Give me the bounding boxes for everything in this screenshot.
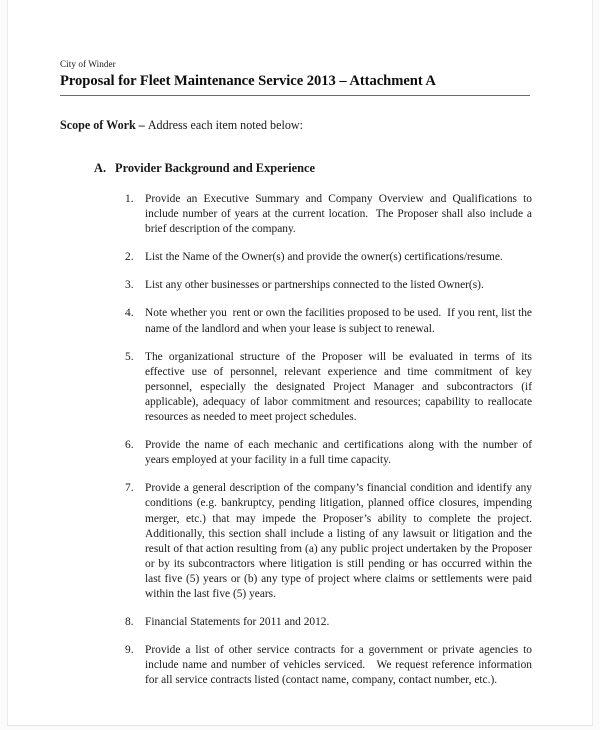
title-divider bbox=[60, 95, 530, 96]
list-item-text: Provide a general description of the company’s financial condition and identify any conditions (e.g. bankruptcy, pending litigation, planned office closures, impending merger, etc.) that may impede the Proposer’s ability to complete the project. Additionally, this section shall include a listing of any lawsuit or litigation and the result of that action resulting from (a) any public project undertaken by the Proposer or by its subcontractors where litigation is still pending or has occurred within the last five (5) years or (b) any type of project where claims or settlements were paid within the last five (5) years. bbox=[145, 482, 535, 600]
list-item bbox=[125, 306, 535, 336]
list-item-text: The organizational structure of the Proposer will be evaluated in terms of its effective use of personnel, relevant experience and time commitment of key personnel, especially the designated Project Manager and subcontractors (if applicable), adequacy of labor commitment and resources; capability to reallocate resources as needed to meet project schedules. bbox=[145, 350, 535, 424]
list-item-number: 7. bbox=[125, 482, 134, 495]
list-item-text: Provide the name of each mechanic and certifications along with the number of years employed at your facility in a full time capacity. bbox=[145, 439, 535, 467]
list-item-number: 5. bbox=[125, 350, 134, 363]
section-heading-a bbox=[94, 160, 532, 176]
list-item-number: 1. bbox=[125, 193, 134, 205]
list-item-text: Provide an Executive Summary and Company Overview and Qualifications to include number of years at the current location. The Proposer shall also include a brief description of the company. bbox=[145, 193, 535, 236]
list-item-number: 6. bbox=[125, 439, 134, 452]
list-item-text: Financial Statements for 2011 and 2012. bbox=[145, 616, 330, 629]
document-content bbox=[60, 58, 535, 688]
list-item-text: List any other businesses or partnerships connected to the listed Owner(s). bbox=[145, 279, 484, 292]
organization-name: City of Winder bbox=[60, 59, 116, 69]
list-item bbox=[125, 481, 535, 602]
list-item-text: List the Name of the Owner(s) and provide the owner(s) certifications/resume. bbox=[145, 251, 503, 264]
scope-of-work-instruction: Address each item noted below: bbox=[147, 118, 303, 132]
list-item-text: Provide a list of other service contracts for a government or private agencies to include name and number of vehicles serviced. We request reference information for all service contracts listed (contact name, company, contact number, etc.). bbox=[145, 644, 535, 687]
list-item bbox=[125, 350, 535, 425]
section-title: Provider Background and Experience bbox=[115, 161, 315, 175]
list-item-number: 3. bbox=[125, 279, 134, 292]
list-item bbox=[125, 250, 532, 265]
page-title: Proposal for Fleet Maintenance Service 2013 – Attachment A bbox=[60, 73, 436, 89]
list-item-text: Note whether you rent or own the facilities proposed to be used. If you rent, list the name of the landlord and when your lease is subject to renewal. bbox=[145, 307, 535, 335]
section-letter: A. bbox=[94, 161, 107, 175]
list-item-number: 8. bbox=[125, 616, 134, 629]
list-item bbox=[125, 615, 532, 630]
list-item bbox=[125, 643, 535, 688]
list-item-number: 4. bbox=[125, 307, 134, 320]
list-item-number: 2. bbox=[125, 251, 134, 264]
requirements-list bbox=[125, 192, 535, 688]
list-item bbox=[125, 192, 535, 237]
list-item bbox=[125, 278, 532, 293]
document-page bbox=[7, 0, 593, 726]
scope-of-work-line bbox=[60, 117, 532, 133]
list-item bbox=[125, 438, 535, 468]
list-item-number: 9. bbox=[125, 644, 134, 657]
scope-of-work-label: Scope of Work – bbox=[60, 118, 148, 132]
